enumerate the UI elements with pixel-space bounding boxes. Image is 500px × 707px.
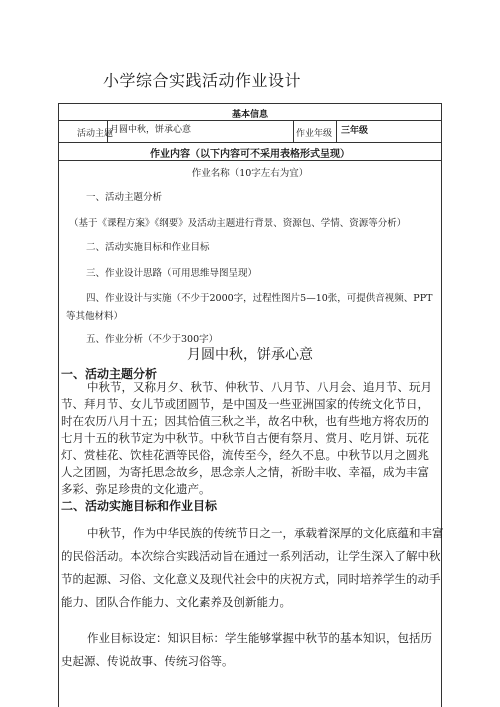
assignment-form <box>58 103 442 707</box>
topic-label: 活动主题 <box>77 129 114 139</box>
topic-value: 月圆中秋，饼承心意 <box>110 125 192 135</box>
section-2-line: 的民俗活动。本次综合实践活动旨在通过一系列活动，让学生深入了解中秋 <box>61 549 441 563</box>
section-2-line: 中秋节，作为中华民族的传统节日之一，承载着深厚的文化底蕴和丰富 <box>87 526 444 540</box>
work-title: 月圆中秋，饼承心意 <box>187 347 313 363</box>
basic-info-header: 基本信息 <box>231 110 268 120</box>
section-1-line: 中秋节，又称月夕、秋节、仲秋节、八月节、八月会、追月节、玩月 <box>87 380 432 394</box>
divider <box>59 120 441 121</box>
divider <box>293 120 294 142</box>
section-1-line: 节、拜月节、女儿节或团圆节，是中国及一些亚洲国家的传统文化节日， <box>61 397 429 411</box>
guide-line-2: 二、活动实施目标和作业目标 <box>86 242 210 253</box>
section-1-line: 灯、赏桂花、饮桂花酒等民俗，流传至今，经久不息。中秋节以月之圆兆 <box>61 448 429 462</box>
section-1-line: 时在农历八月十五；因其恰值三秋之半，故名中秋，也有些地方将农历的 <box>61 414 429 428</box>
page-title: 小学综合实践活动作业设计 <box>103 71 302 90</box>
section-1-line: 人之团圆，为寄托思念故乡，思念亲人之情，祈盼丰收、幸福，成为丰富 <box>61 465 429 479</box>
guide-line-4b: 等其他材料） <box>66 311 124 322</box>
divider <box>336 120 337 142</box>
divider <box>59 142 441 143</box>
section-2-line: 史起源、传说故事、传统习俗等。 <box>61 654 234 668</box>
guide-line-1-note: （基于《课程方案》《纲要》及活动主题进行背景、资源包、学情、资源等分析） <box>69 218 407 229</box>
section-2-line: 能力、团队合作能力、文化素养及创新能力。 <box>61 595 291 609</box>
divider <box>59 160 441 161</box>
content-header: 作业内容（以下内容可不采用表格形式呈现） <box>150 149 350 160</box>
guide-line-3: 三、作业设计思路（可用思维导图呈现） <box>86 268 258 279</box>
grade-label: 作业年级 <box>296 129 333 139</box>
guide-line-5: 五、作业分析（不少于300字） <box>86 334 219 345</box>
section-1-heading: 一、活动主题分析 <box>61 367 158 381</box>
guide-line-4a: 四、作业设计与实施（不少于2000字，过程性图片5—10张，可提供音视频、PPT <box>86 293 433 304</box>
section-2-line: 作业目标设定：知识目标：学生能够掌握中秋节的基本知识，包括历 <box>87 631 432 645</box>
section-1-line: 多彩、弥足珍贵的文化遗产。 <box>61 482 211 496</box>
section-1-line: 七月十五的秋节定为中秋节。中秋节自古便有祭月、赏月、吃月饼、玩花 <box>61 431 429 445</box>
guide-name-line: 作业名称（10字左右为宜） <box>191 168 309 179</box>
grade-value: 三年级 <box>341 126 369 136</box>
guide-line-1: 一、活动主题分析 <box>86 192 163 203</box>
section-2-heading: 二、活动实施目标和作业目标 <box>61 499 218 513</box>
section-2-line: 节的起源、习俗、文化意义及现代社会中的庆祝方式，同时培养学生的动手 <box>61 572 441 586</box>
